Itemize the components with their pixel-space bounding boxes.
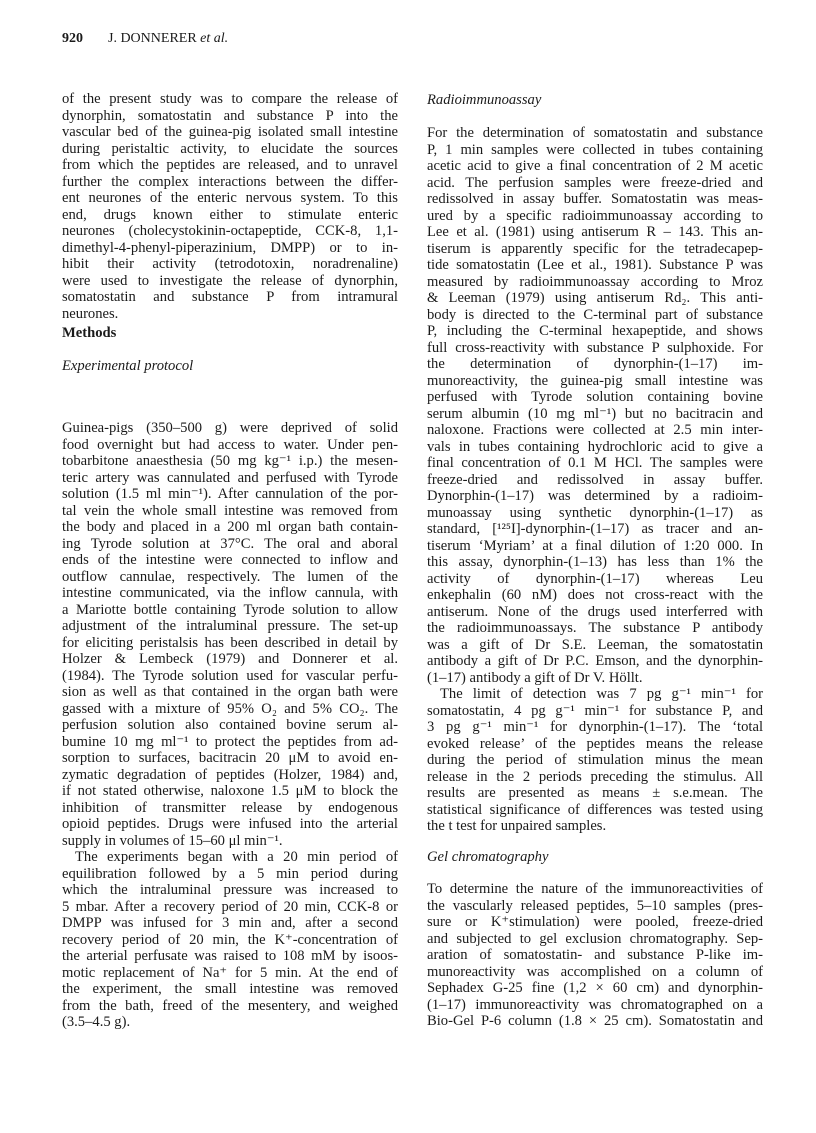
- text-line: somatostatin, 4 pg g⁻¹ min⁻¹ for substance P, and: [427, 702, 763, 719]
- text-line: the body and placed in a 200 ml organ bath contain-: [62, 519, 398, 535]
- radioimmunoassay-heading: Radioimmunoassay: [427, 92, 542, 108]
- page-number: 920: [62, 31, 83, 46]
- text-line: full cross-reactivity with substance P sulphoxide. For: [427, 339, 763, 356]
- text-line: during the period of stimulation minus the mean: [427, 752, 763, 768]
- text-line: tobarbitone anaesthesia (50 mg kg⁻¹ i.p.) the mesen-: [62, 453, 398, 469]
- text-line: zymatic degradation of peptides (Holzer, 1984) and,: [62, 766, 398, 783]
- text-line: gassed with a mixture of 95% O₂ and 5% CO₂. The: [62, 700, 398, 717]
- text-line: the radioimmunoassays. The substance P antibody: [427, 620, 763, 636]
- gel-chromatography-heading: Gel chromatography: [427, 849, 549, 865]
- text-line: adjustment of the intraluminal pressure. The set-up: [62, 618, 398, 634]
- text-line: a Mariotte bottle containing Tyrode solution to allow: [62, 601, 398, 618]
- text-line: supply in volumes of 15–60 μl min⁻¹.: [62, 832, 283, 849]
- text-line: tiserum is apparently specific for the tetradecapep-: [427, 240, 763, 257]
- text-line: this assay, dynorphin-(1–13) has less than 1% the: [427, 554, 763, 570]
- text-line: acid. The perfusion samples were freeze-dried and: [427, 174, 763, 191]
- text-line: 5 mbar. After a recovery period of 20 min, CCK-8 or: [62, 898, 398, 915]
- text-line: end, drugs known either to stimulate enteric: [62, 206, 398, 223]
- text-line: inhibition of transmitter release by endogenous: [62, 799, 398, 816]
- methods-heading: Methods: [62, 325, 117, 341]
- text-line: ent neurones of the enteric nervous system. To this: [62, 190, 398, 206]
- intro-paragraph: [62, 91, 398, 322]
- text-line: perfused with Tyrode solution containing bovine: [427, 389, 763, 405]
- radioimmunoassay-paragraph-1: [427, 125, 763, 686]
- text-line: results are presented as means ± s.e.mean. The: [427, 785, 763, 801]
- text-line: the arterial perfusate was raised to 108 mM by isoos-: [62, 948, 398, 964]
- text-line: perfusion solution also contained bovine serum al-: [62, 717, 398, 733]
- text-line: was a gift of Dr S.E. Leeman, the somatostatin: [427, 636, 763, 653]
- text-line: (3.5–4.5 g).: [62, 1014, 131, 1030]
- text-line: statistical significance of differences was tested using: [427, 801, 763, 818]
- text-line: For the determination of somatostatin and substance: [427, 125, 763, 141]
- text-line: motic replacement of Na⁺ for 5 min. At the end of: [62, 964, 398, 981]
- text-line: from the bath, freed of the mesentery, and weighed: [62, 997, 398, 1014]
- text-line: if not stated otherwise, naloxone 1.5 μM to block the: [62, 783, 398, 799]
- radioimmunoassay-paragraph-2: [427, 686, 763, 835]
- text-line: munoreactivity was accomplished on a column of: [427, 963, 763, 980]
- text-line: food overnight but had access to water. Under pen-: [62, 436, 398, 453]
- text-line: teric artery was cannulated and perfused with Tyrode: [62, 469, 398, 486]
- text-line: dimethyl-4-phenyl-piperazinium, DMPP) or to in-: [62, 239, 398, 256]
- text-line: The limit of detection was 7 pg g⁻¹ min⁻¹ for: [440, 686, 763, 702]
- text-line: P, 1 min samples were collected in tubes containing: [427, 141, 763, 158]
- text-line: sure or K⁺stimulation) were pooled, freeze-dried: [427, 914, 763, 930]
- text-line: tide somatostatin (Lee et al., 1981). Substance P was: [427, 257, 763, 273]
- text-line: and subjected to gel exclusion chromatography. Sep-: [427, 930, 763, 947]
- running-head-et-al: et al.: [200, 31, 229, 46]
- text-line: aration of somatostatin- and substance P-like im-: [427, 947, 763, 963]
- text-line: neurones.: [62, 305, 119, 322]
- text-line: the experiment, the small intestine was removed: [62, 981, 398, 997]
- text-line: body is directed to the C-terminal part of substance: [427, 306, 763, 323]
- text-line: sion as well as that contained in the organ bath were: [62, 684, 398, 700]
- running-head-authors: J. DONNERER: [108, 31, 197, 46]
- text-line: DMPP was infused for 3 min and, after a second: [62, 915, 398, 931]
- text-line: recovery period of 20 min, the K⁺-concentration of: [62, 931, 398, 948]
- text-line: release in the 2 periods preceding the stimulus. All: [427, 768, 763, 785]
- text-line: acetic acid to give a final concentration of 2 M acetic: [427, 158, 763, 174]
- text-line: (1–17) immunoreactivity was chromatographed on a: [427, 996, 763, 1013]
- text-line: neurones (cholecystokinin-octapeptide, CCK-8, 1,1-: [62, 223, 398, 239]
- protocol-paragraph-2: [62, 849, 398, 1031]
- text-line: equilibration followed by a 5 min period during: [62, 865, 398, 882]
- text-line: To determine the nature of the immunoreactivities of: [427, 881, 763, 897]
- text-line: tiserum ‘Myriam’ at a final dilution of 1:20 000. In: [427, 537, 763, 554]
- text-line: 3 pg g⁻¹ min⁻¹ for dynorphin-(1–17). The ‘total: [427, 719, 763, 735]
- text-line: ured by a specific radioimmunoassay according to: [427, 207, 763, 224]
- text-line: evoked release’ of the peptides means the release: [427, 735, 763, 752]
- running-head: [108, 31, 228, 47]
- gel-chromatography-paragraph: [427, 881, 763, 1030]
- text-line: freeze-dried and redissolved in assay buffer.: [427, 471, 763, 488]
- text-line: munoassay using synthetic dynorphin-(1–17) as: [427, 504, 763, 521]
- text-line: serum albumin (10 mg ml⁻¹) but no bacitracin and: [427, 405, 763, 422]
- text-line: activity of dynorphin-(1–17) whereas Leu: [427, 570, 763, 587]
- text-line: tal vein the whole small intestine was removed from: [62, 502, 398, 519]
- text-line: Guinea-pigs (350–500 g) were deprived of solid: [62, 420, 398, 436]
- protocol-paragraph-1: [62, 420, 398, 849]
- text-line: the determination of dynorphin-(1–17) im-: [427, 356, 763, 372]
- text-line: final concentration of 0.1 M HCl. The samples were: [427, 455, 763, 471]
- text-line: Lee et al. (1981) using antiserum R – 143. This an-: [427, 224, 763, 240]
- text-line: & Leeman (1979) using antiserum Rd₂. This anti-: [427, 290, 763, 306]
- text-line: standard, [¹²⁵I]-dynorphin-(1–17) as tracer and an-: [427, 521, 763, 537]
- text-line: antiserum. None of the drugs used interferred with: [427, 603, 763, 620]
- text-line: Holzer & Lembeck (1979) and Donnerer et al.: [62, 651, 398, 667]
- text-line: solution (1.5 ml min⁻¹). After cannulation of the por-: [62, 486, 398, 502]
- text-line: somatostatin and substance P from intramural: [62, 289, 398, 305]
- text-line: vascular bed of the guinea-pig isolated small intestine: [62, 124, 398, 140]
- text-line: which the intraluminal pressure was increased to: [62, 882, 398, 898]
- text-line: measured by radioimmunoassay according to Mroz: [427, 273, 763, 290]
- text-line: naloxone. Fractions were collected at 2.5 min inter-: [427, 422, 763, 438]
- text-line: the vascularly released peptides, 5–10 samples (pres-: [427, 897, 763, 914]
- text-line: vals in tubes containing hydrochloric acid to give a: [427, 438, 763, 455]
- text-line: (1984). The Tyrode solution used for vascular perfu-: [62, 667, 398, 684]
- text-line: opioid peptides. Drugs were infused into the arterial: [62, 816, 398, 832]
- text-line: Dynorphin-(1–17) was determined by a radioim-: [427, 488, 763, 504]
- text-line: during peristaltic activity, to elucidate the sources: [62, 140, 398, 157]
- text-line: further the complex interactions between the differ-: [62, 173, 398, 190]
- text-line: Sephadex G-25 fine (1,2 × 60 cm) and dynorphin-: [427, 980, 763, 996]
- text-line: redissolved in assay buffer. Somatostatin was meas-: [427, 191, 763, 207]
- text-line: The experiments began with a 20 min period of: [75, 849, 398, 865]
- text-line: antibody a gift of Dr P.C. Emson, and the dynorphin-: [427, 653, 763, 669]
- text-line: sorption to surfaces, bacitracin 20 μM to avoid en-: [62, 750, 398, 766]
- text-line: munoreactivity, the guinea-pig small intestine was: [427, 372, 763, 389]
- text-line: bumine 10 mg ml⁻¹ to protect the peptides from ad-: [62, 733, 398, 750]
- text-line: outflow cannulae, respectively. The lumen of the: [62, 568, 398, 585]
- text-line: ends of the intestine were connected to inflow and: [62, 552, 398, 568]
- text-line: P, including the C-terminal hexapeptide, and shows: [427, 323, 763, 339]
- text-line: (1–17) antibody a gift of Dr V. Höllt.: [427, 669, 643, 686]
- text-line: from which the peptides are released, and to unravel: [62, 157, 398, 173]
- text-line: were used to investigate the release of dynorphin,: [62, 272, 398, 289]
- text-line: enkephalin (60 nM) does not cross-react with the: [427, 587, 763, 603]
- text-line: ing Tyrode solution at 37°C. The oral and aboral: [62, 535, 398, 552]
- text-line: of the present study was to compare the release of: [62, 91, 398, 107]
- text-line: for eliciting peristalsis has been described in detail by: [62, 634, 398, 651]
- text-line: dynorphin, somatostatin and substance P into the: [62, 107, 398, 124]
- text-line: hibit their activity (tetrodotoxin, noradrenaline): [62, 256, 398, 272]
- text-line: intestine communicated, via the inflow cannula, with: [62, 585, 398, 601]
- text-line: the t test for unpaired samples.: [427, 818, 607, 834]
- protocol-heading: Experimental protocol: [62, 358, 194, 374]
- text-line: Bio-Gel P-6 column (1.8 × 25 cm). Somatostatin and: [427, 1013, 763, 1029]
